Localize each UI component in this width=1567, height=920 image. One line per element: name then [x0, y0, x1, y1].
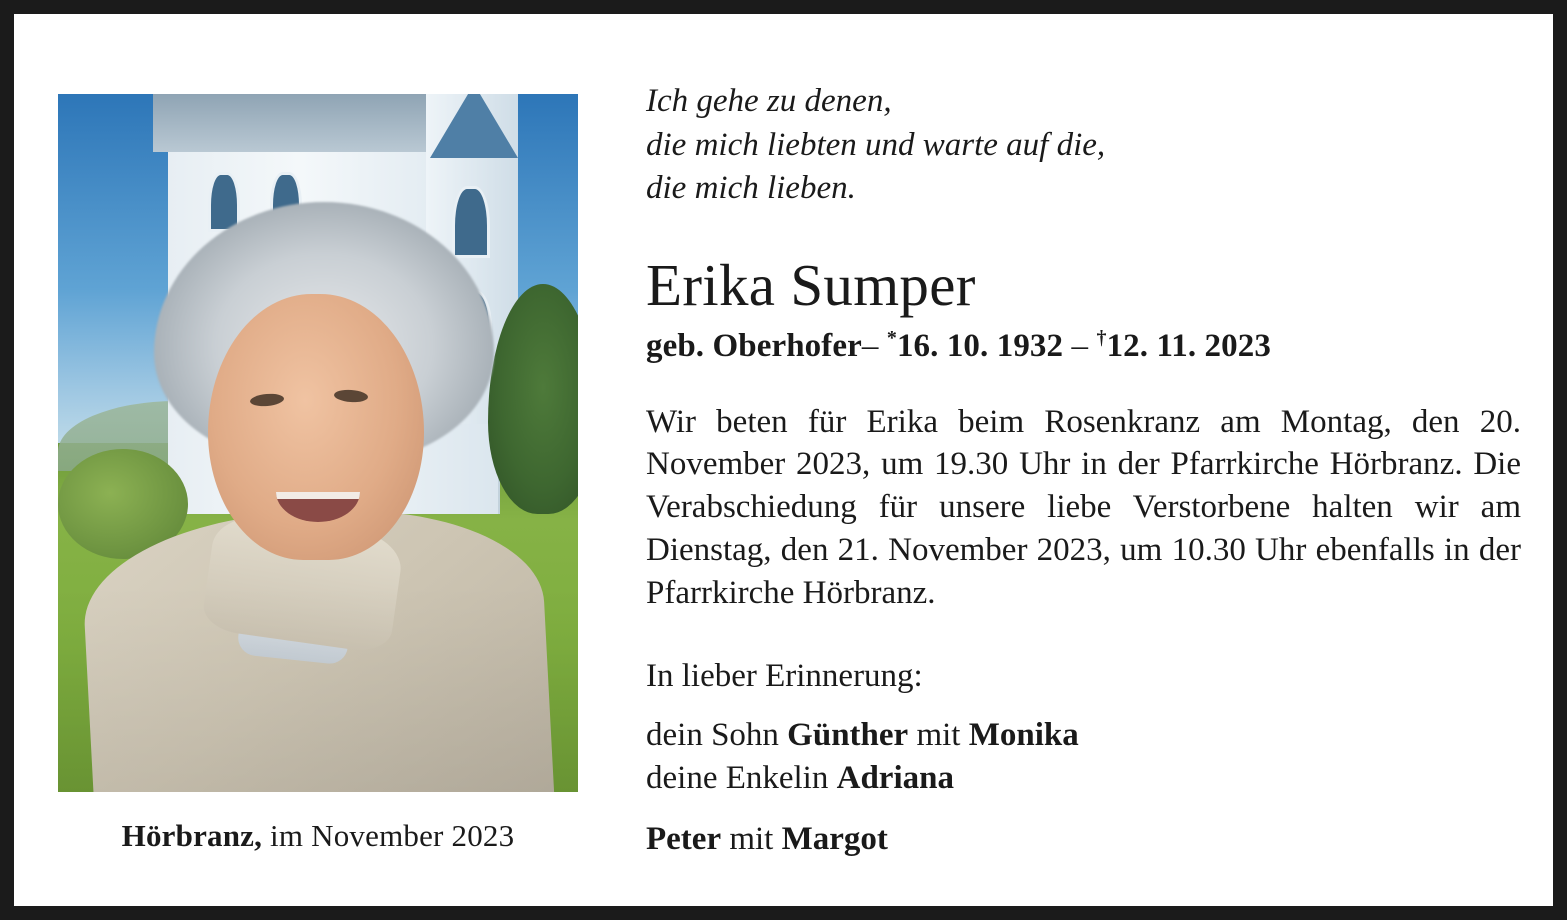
memory-middle: mit: [721, 820, 782, 857]
dash-2: –: [1071, 327, 1089, 364]
place-name: Hörbranz,: [121, 818, 263, 853]
obituary-inner: [14, 14, 1553, 906]
motto-block: [646, 80, 1521, 211]
maiden-name: geb. Oberhofer: [646, 327, 862, 364]
dates-line: [646, 327, 1521, 365]
memory-prefix: dein Sohn: [646, 716, 788, 753]
memory-bold-name: Peter: [646, 820, 722, 857]
motto-line-3: die mich lieben.: [646, 170, 856, 207]
motto-line-2: die mich liebten und warte auf die,: [646, 126, 1106, 163]
memory-middle: mit: [908, 716, 969, 753]
memory-spacer: [646, 800, 1521, 818]
text-column: [598, 32, 1531, 888]
service-details-text: Wir beten für Erika beim Rosenkranz am Montag, den 20. November 2023, um 19.30 Uhr in der Pfarrkirche Hörbranz. Die Verabschiedung für unsere liebe Verstorbene halten wir am Dienstag, den 21. November 2023, um 10.30 Uhr ebenfalls in der Pfarrkirche Hörbranz.: [646, 403, 1521, 612]
deceased-name: Erika Sumper: [646, 251, 976, 318]
place-and-date: [122, 818, 515, 854]
death-symbol: †: [1096, 326, 1107, 349]
memory-bold-name: Günther: [787, 716, 909, 753]
memory-line: [646, 818, 1521, 861]
memory-line: [646, 757, 1521, 800]
birth-symbol: *: [886, 326, 897, 349]
death-date: 12. 11. 2023: [1106, 327, 1271, 364]
motto-line-1: Ich gehe zu denen,: [646, 83, 892, 119]
birth-date: 16. 10. 1932: [896, 327, 1064, 364]
memory-prefix: deine Enkelin: [646, 759, 837, 796]
memory-line: [646, 714, 1521, 757]
photo-column: [38, 32, 598, 888]
memory-bold-name-2: Margot: [781, 820, 888, 857]
photo-shading: [58, 94, 578, 792]
place-date: im November 2023: [262, 818, 515, 853]
memory-heading: In lieber Erinnerung:: [646, 658, 923, 695]
memory-bold-name: Adriana: [836, 759, 954, 796]
portrait-photo: [58, 94, 578, 792]
memory-bold-name-2: Monika: [968, 716, 1079, 753]
dash-1: –: [861, 327, 879, 364]
